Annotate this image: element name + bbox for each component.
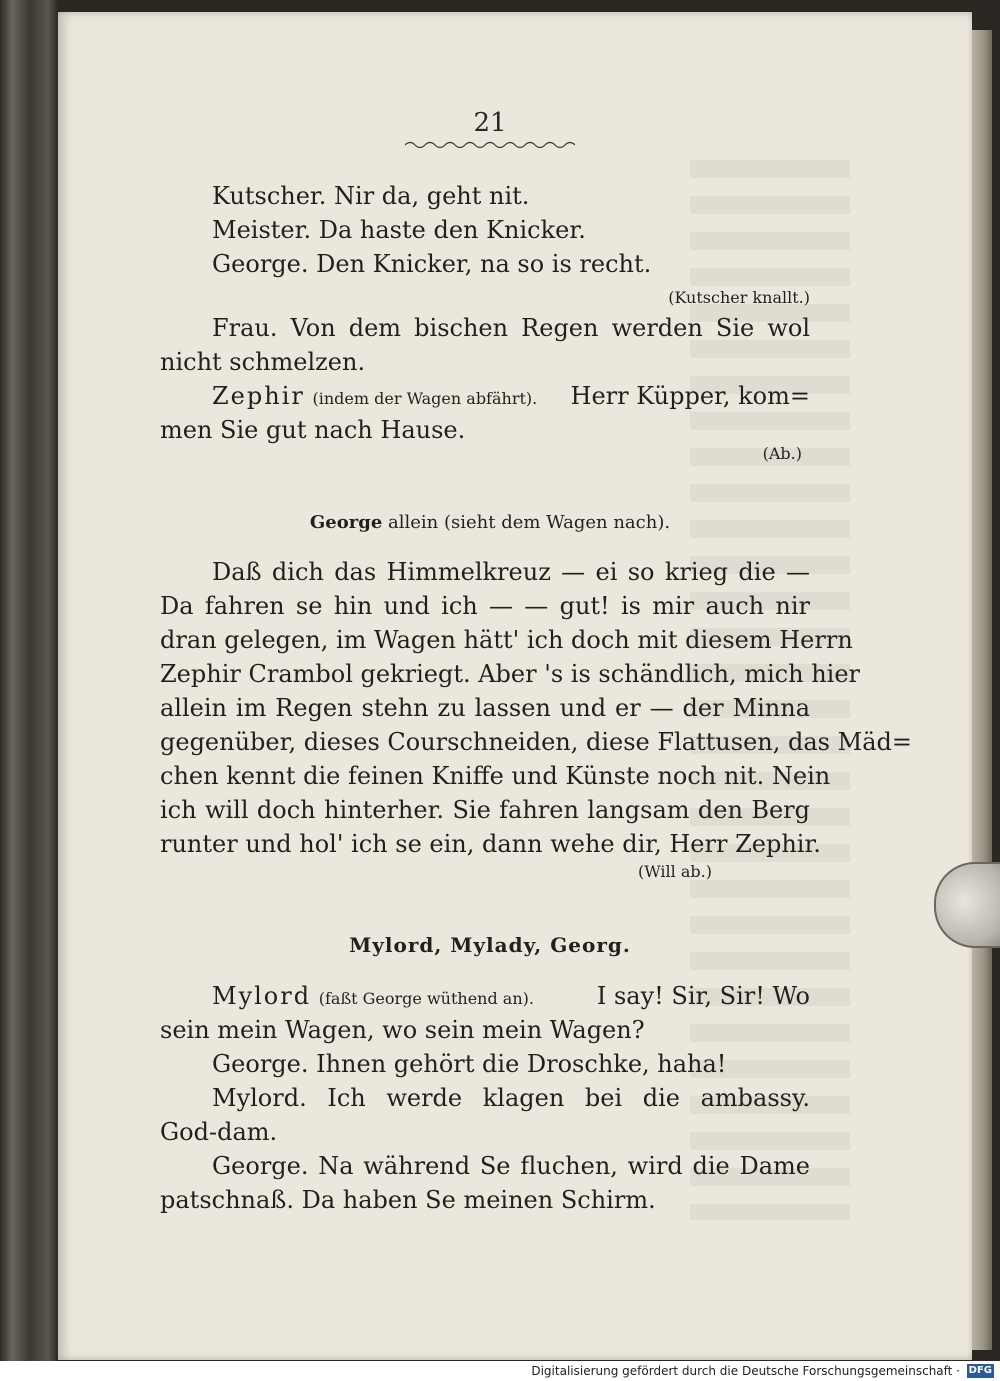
- text-line: Meister. Da haste den Knicker.: [212, 216, 586, 244]
- funding-notice: Digitalisierung gefördert durch die Deutsche Forschungsgemeinschaft ·: [531, 1364, 960, 1378]
- stage-direction: (indem der Wagen abfährt).: [312, 389, 538, 408]
- text-line: nicht schmelzen.: [160, 348, 366, 376]
- text-line: runter und hol' ich se ein, dann wehe dir, Herr Zephir.: [160, 830, 821, 858]
- scene-heading: [160, 512, 820, 533]
- stage-direction: (Kutscher knallt.): [668, 288, 810, 307]
- page-number: 21: [473, 108, 507, 138]
- speaker-name: Mylord: [212, 982, 312, 1010]
- text-line: Daß dich das Himmelkreuz — ei so krieg die —: [212, 558, 810, 586]
- dfg-logo: DFG: [968, 1365, 992, 1376]
- text-line: Kutscher. Nir da, geht nit.: [212, 182, 530, 210]
- text-line: allein im Regen stehn zu lassen und er — der Minna: [160, 694, 810, 722]
- stage-direction: (Will ab.): [638, 862, 712, 881]
- text-line: God-dam.: [160, 1118, 278, 1146]
- text-line: patschnaß. Da haben Se meinen Schirm.: [160, 1186, 656, 1214]
- text-line: ich will doch hinterher. Sie fahren langsam den Berg: [160, 796, 810, 824]
- text-line: Mylord. Ich werde klagen bei die ambassy.: [212, 1084, 810, 1112]
- text-line: chen kennt die feinen Kniffe und Künste noch nit. Nein: [160, 762, 831, 790]
- decorative-rule: [405, 140, 575, 150]
- page-stack-edge: [972, 30, 992, 1350]
- text-line: George. Den Knicker, na so is recht.: [212, 250, 652, 278]
- stage-direction: (faßt George wüthend an).: [318, 989, 534, 1008]
- text-line-speaker: [212, 382, 810, 410]
- text-line: sein mein Wagen, wo sein mein Wagen?: [160, 1016, 645, 1044]
- text-line: Da fahren se hin und ich — — gut! is mir auch nir: [160, 592, 810, 620]
- text-line: Zephir Crambol gekriegt. Aber 's is schändlich, mich hier: [160, 660, 861, 688]
- text-line: dran gelegen, im Wagen hätt' ich doch mit diesem Herrn: [160, 626, 853, 654]
- stage-direction: allein (sieht dem Wagen nach).: [388, 512, 671, 533]
- text-line-speaker: [212, 982, 810, 1010]
- text-line: George. Na während Se fluchen, wird die Dame: [212, 1152, 810, 1180]
- text-fragment: I say! Sir, Sir! Wo: [596, 982, 810, 1010]
- text-fragment: Herr Küpper, kom=: [570, 382, 810, 410]
- speaker-name: Zephir: [212, 382, 305, 410]
- text-line: Frau. Von dem bischen Regen werden Sie wol: [212, 314, 810, 342]
- scene-heading: Mylord, Mylady, Georg.: [349, 933, 631, 957]
- text-line: men Sie gut nach Hause.: [160, 416, 466, 444]
- text-line: George. Ihnen gehört die Droschke, haha!: [212, 1050, 727, 1078]
- stage-direction: (Ab.): [762, 444, 802, 463]
- digitization-footer: [0, 1361, 1000, 1381]
- speaker-name: George: [309, 512, 383, 533]
- text-line: gegenüber, dieses Courschneiden, diese Flattusen, das Mäd=: [160, 728, 912, 756]
